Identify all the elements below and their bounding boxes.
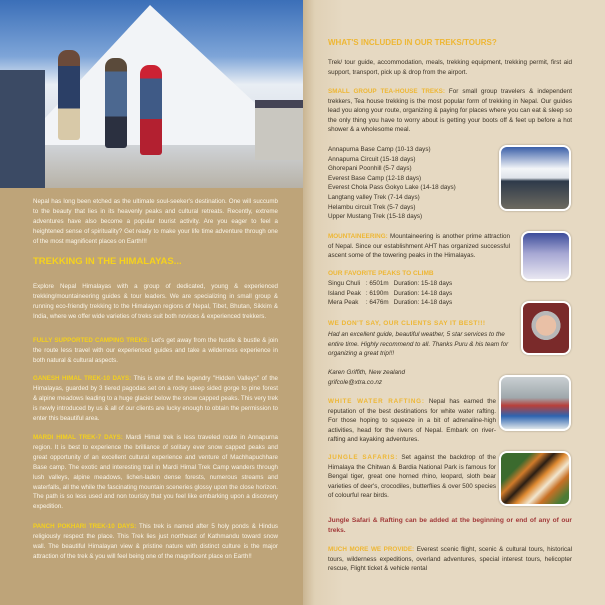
peak-duration: Duration: 14-18 days xyxy=(393,289,453,297)
rafting-text: Nepal has earned the reputation of the best destinations for white water rafting. For those hoping to squeeze in a bit of adrenaline-high activities, head for the rivers of Nepal. Embark on river-rafting and kayaking adventures. xyxy=(328,398,496,444)
peak-height: : 6476m xyxy=(365,299,389,307)
included-heading: WHAT'S INCLUDED IN OUR TREKS/TOURS? xyxy=(328,38,497,47)
trekkers-photo xyxy=(0,0,303,188)
peaks-heading: OUR FAVORITE PEAKS TO CLIMB xyxy=(328,270,434,277)
jungle-section xyxy=(328,453,496,501)
testimonial-email: grifcole@xtra.co.nz xyxy=(328,379,382,386)
ganesh-text: This is one of the legendry "Hidden Valleys" of the Himalayas, guarded by 3 tiered pagodas set on a rocky steep sided gorge to pine forest & alpine meadows leading to a huge glacier below the snow capped peaks. This very trek is newly introduced by us & all of our clients are lucky enough to obtain the permission to enter this beautiful area. xyxy=(33,375,278,422)
trek-item: Upper Mustang Trek (15-18 days) xyxy=(328,213,423,221)
mardi-section xyxy=(33,433,278,512)
teahouse-text: For small group travelers & independent trekkers, Tea house trekking is the most popular form of trekking in Nepal. Our guides lead you along your route, organizing & paying for places where you can eat & sleep so the only thing you have to worry about is getting your boots off & feet up before a hot shower & a wholesome meal. xyxy=(328,88,572,134)
camping-section xyxy=(33,336,278,366)
trek-item: Everest Base Camp (12-18 days) xyxy=(328,174,422,182)
mardi-title: MARDI HIMAL TREK-7 DAYS: xyxy=(33,434,123,441)
panch-title: PANCH POKHARI TREK-10 DAYS: xyxy=(33,523,137,530)
teahouse-title: SMALL GROUP TEA-HOUSE TREKS: xyxy=(328,88,445,95)
more-section xyxy=(328,545,572,574)
peak-height: : 6501m xyxy=(365,280,389,287)
peak-name: Island Peak xyxy=(328,289,361,297)
tiger-photo xyxy=(499,451,571,506)
jungle-title: JUNGLE SAFARIS: xyxy=(328,454,399,461)
testimonial-text: Had an excellent guide, beautiful weather, 5 star services to the entire time. Highly recommend to all. Thanks Puru & his team for organizing a great trip!!! xyxy=(328,331,509,358)
lodge-shape xyxy=(0,70,45,188)
rafting-section xyxy=(328,397,496,445)
trek-item: Annapurna Circuit (15-18 days) xyxy=(328,155,416,163)
camping-title: FULLY SUPPORTED CAMPING TREKS: xyxy=(33,337,150,344)
trekker-1 xyxy=(58,50,80,140)
jungle-text: Set against the backdrop of the Himalaya the Chitwan & Bardia National Park is famous for Bengal tiger, great one horned rhino, leopard, sloth bear varieties of deer's, crocodiles, butterflies & over 500 species of colourful rear birds. xyxy=(328,454,496,500)
tea-house-photo xyxy=(499,145,571,211)
peak-name: Singu Chuli xyxy=(328,280,361,287)
more-title: MUCH MORE WE PROVIDE: xyxy=(328,546,415,553)
lodge-shape-2 xyxy=(255,100,303,160)
teahouse-section xyxy=(328,87,572,135)
peak-duration: Duration: 15-18 days xyxy=(393,280,453,287)
peak-row xyxy=(328,298,457,308)
trek-item: Helambu circuit Trek (5-7 days) xyxy=(328,203,416,211)
trek-item: Langtang valley Trek (7-14 days) xyxy=(328,193,420,201)
included-text: Trek/ tour guide, accommodation, meals, trekking equipment, trekking permit, first aid support, transport, pick up & drop from the airport. xyxy=(328,59,572,76)
trek-list xyxy=(328,145,498,222)
client-portrait xyxy=(521,301,571,355)
explore-text: Explore Nepal Himalayas with a group of dedicated, young & experienced trekking/mountaineering guides & tour leaders. We are specializing in small group & running eco-friendly trekking to the Himalayan regions of Nepal, Tibet, Bhutan, Sikkim & India, where we offer wide varieties of treks suit both novices & experienced trekkers. xyxy=(33,283,278,320)
rafting-title: WHITE WATER RAFTING: xyxy=(328,398,425,405)
panch-text: This trek is named after 5 holy ponds & Hindus religiously respect the place. This Trek lies just northeast of Kathmandu toward snow wall. The beautiful Himalayan view & pristine nature with distinct culture is the major attraction of the trek & you will feel being one of the magnificent place on Earth!! xyxy=(33,523,279,560)
trekker-2 xyxy=(105,58,127,148)
intro-text: Nepal has long been etched as the ultimate soul-seeker's destination. One will succumb to the beauty that lies in its heavenly peaks and cultural retreats. Recently, extreme adventures have also become a popular tourist activity. Are you eager to feel a heightened sense of spirituality? Get ready to make your life time adventure through one of the most magnificent places on Earth!!! xyxy=(33,198,278,245)
mountaineering-text: Mountaineering is another prime attraction of Nepal. Since our establishment AHT has organized successful ascent some of the towering peaks in the Himalayas. xyxy=(328,233,510,260)
ganesh-title: GANESH HIMAL TREK-10 DAYS: xyxy=(33,375,132,382)
mountaineering-section xyxy=(328,232,510,261)
peak-row xyxy=(328,289,457,299)
ganesh-section xyxy=(33,374,278,424)
trek-item: Annapurna Base Camp (10-13 days) xyxy=(328,146,431,153)
testimonial-heading: WE DON'T SAY, OUR CLIENTS SAY IT BEST!!! xyxy=(328,320,486,327)
testimonial-author: Karen Griffith, New zealand xyxy=(328,369,405,376)
add-on-note: Jungle Safari & Rafting can be added at the beginning or end of any of our treks. xyxy=(328,517,572,534)
trekker-3 xyxy=(140,65,162,155)
trekking-heading: TREKKING IN THE HIMALAYAS... xyxy=(33,256,182,267)
peak-name: Mera Peak xyxy=(328,299,359,307)
panch-section xyxy=(33,522,278,562)
peaks-table xyxy=(328,279,457,308)
mountain-peak-photo xyxy=(521,231,571,281)
trek-item: Ghorepani Poonhill (5-7 days) xyxy=(328,165,412,173)
mardi-text: Mardi Himal trek is less traveled route in Annapurna region. It is best to experience the brilliance of solitary ever snow capped peaks and great opportunity of an excellent cultural experience and venture of Machhapuchhare Base camp. The exotic and interesting trail in Mardi Himal Trek Camp wanders through lush valleys, alpine meadows, lichen-laden dense forests, numerous streams and waterfalls, all the while the fascinating mountain sceneries glossy upon the close horizon. The path is so less used and non touristy that you feel like embarking upon a discovery expedition. xyxy=(33,434,278,511)
peak-duration: Duration: 14-18 days xyxy=(393,299,453,307)
peak-height: : 6190m xyxy=(365,289,389,297)
rafting-photo xyxy=(499,375,571,431)
camping-text: Let's get away from the hustle & bustle & join the route less travel with our experienced guides and take a wilderness experience in both natural & cultural aspects. xyxy=(33,337,278,364)
trek-item: Everest Chola Pass Gokyo Lake (14-18 days) xyxy=(328,184,456,192)
peak-row xyxy=(328,279,457,289)
more-text: Everest scenic flight, scenic & cultural tours, historical tours, wilderness expeditions, overland adventures, special interest tours, helicopter rescue, Flight ticket & vehicle rental xyxy=(328,546,573,573)
mountaineering-title: MOUNTAINEERING: xyxy=(328,233,388,240)
